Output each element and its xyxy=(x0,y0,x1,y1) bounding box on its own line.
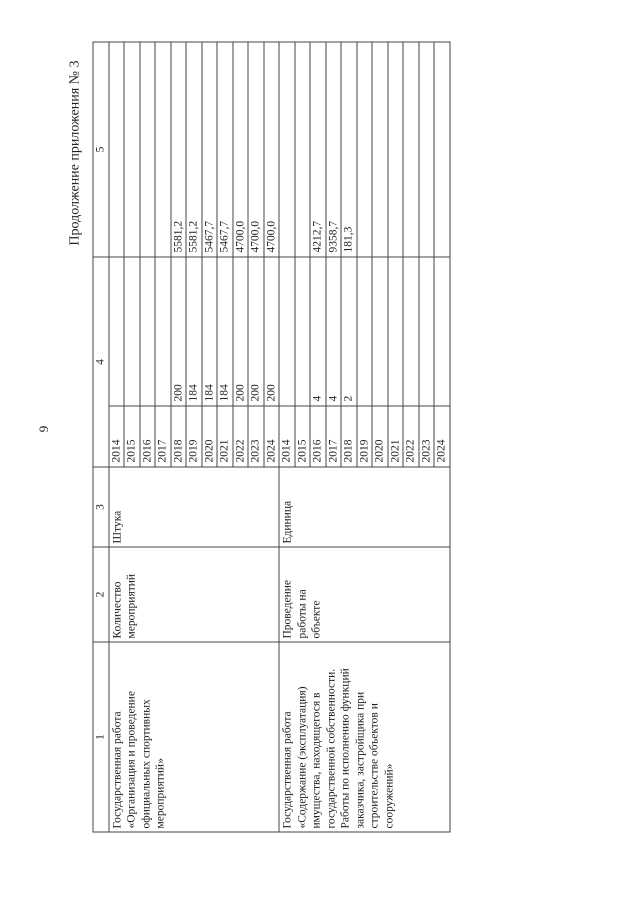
quantity-cell xyxy=(434,346,449,407)
year-cell: 2019 xyxy=(357,406,373,467)
amount-value-cell xyxy=(357,43,373,257)
year-row xyxy=(155,258,171,467)
table-header-row xyxy=(93,42,109,832)
spacer-cell xyxy=(109,258,124,346)
amount-row xyxy=(186,43,202,257)
amount-value-cell: 181,3 xyxy=(341,43,357,257)
spacer-cell xyxy=(310,258,326,346)
page-number: 9 xyxy=(36,425,51,433)
year-cell: 2022 xyxy=(233,406,249,467)
year-quantity-subtable xyxy=(280,258,450,467)
year-row xyxy=(217,258,233,467)
amount-row xyxy=(434,43,449,257)
year-cell: 2020 xyxy=(202,406,218,467)
amount-value-cell: 4700,0 xyxy=(248,43,264,257)
year-row xyxy=(372,258,388,467)
work-name-cell: Государственная работа «Содержание (эксплуатация) имущества, находящегося в государственной собственности. Работы по исполнению функций заказчика, застройщика при строительстве объектов и сооружений» xyxy=(279,642,450,832)
year-row xyxy=(434,258,449,467)
spacer-cell xyxy=(171,258,187,346)
year-row xyxy=(388,258,404,467)
quantity-cell: 4 xyxy=(310,346,326,407)
year-cell: 2017 xyxy=(326,406,342,467)
year-quantity-cell xyxy=(109,257,280,467)
year-row xyxy=(202,258,218,467)
year-row xyxy=(109,258,124,467)
amount-value-cell: 5581,2 xyxy=(186,43,202,257)
amount-row xyxy=(248,43,264,257)
spacer-cell xyxy=(248,258,264,346)
year-row xyxy=(264,258,279,467)
amount-value-cell: 5467,7 xyxy=(217,43,233,257)
year-cell: 2014 xyxy=(109,406,124,467)
spacer-cell xyxy=(357,258,373,346)
amount-row xyxy=(357,43,373,257)
year-cell: 2016 xyxy=(310,406,326,467)
year-cell: 2018 xyxy=(341,406,357,467)
spacer-cell xyxy=(326,258,342,346)
year-cell: 2015 xyxy=(295,406,311,467)
spacer-cell xyxy=(372,258,388,346)
year-cell: 2018 xyxy=(171,406,187,467)
year-cell: 2019 xyxy=(186,406,202,467)
year-cell: 2023 xyxy=(419,406,435,467)
amount-row xyxy=(124,43,140,257)
quantity-cell xyxy=(140,346,156,407)
quantity-cell: 184 xyxy=(217,346,233,407)
year-row xyxy=(357,258,373,467)
amount-value-cell: 4700,0 xyxy=(233,43,249,257)
year-row xyxy=(295,258,311,467)
amount-subtable xyxy=(109,43,279,257)
amount-row xyxy=(295,43,311,257)
amount-value-cell xyxy=(124,43,140,257)
amount-row xyxy=(109,43,124,257)
header-cell: 5 xyxy=(93,42,109,257)
quantity-cell xyxy=(295,346,311,407)
amount-subtable xyxy=(280,43,450,257)
amount-row xyxy=(202,43,218,257)
year-cell: 2021 xyxy=(388,406,404,467)
amount-value-cell xyxy=(140,43,156,257)
amount-row xyxy=(171,43,187,257)
amount-row xyxy=(217,43,233,257)
year-row xyxy=(248,258,264,467)
header-cell: 2 xyxy=(93,547,109,642)
continuation-label: Продолжение приложения № 3 xyxy=(67,60,83,246)
spacer-cell xyxy=(140,258,156,346)
amount-value-cell xyxy=(388,43,404,257)
amount-value-cell: 5581,2 xyxy=(171,43,187,257)
year-cell: 2016 xyxy=(140,406,156,467)
header-cell: 3 xyxy=(93,467,109,547)
quantity-cell: 200 xyxy=(171,346,187,407)
amount-value-cell xyxy=(155,43,171,257)
amount-value-cell xyxy=(295,43,311,257)
year-row xyxy=(124,258,140,467)
quantity-cell: 200 xyxy=(265,384,277,402)
amount-row xyxy=(233,43,249,257)
year-cell: 2020 xyxy=(372,406,388,467)
quantity-cell xyxy=(357,346,373,407)
spacer-cell xyxy=(280,258,295,346)
amount-value-cell: 4700,0 xyxy=(265,220,277,253)
amount-value-cell xyxy=(280,43,295,257)
spacer-cell xyxy=(202,258,218,346)
year-row xyxy=(233,258,249,467)
year-cell: 2015 xyxy=(124,406,140,467)
amount-value-cell: 5467,7 xyxy=(202,43,218,257)
amount-row xyxy=(280,43,295,257)
year-row xyxy=(310,258,326,467)
header-cell: 4 xyxy=(93,257,109,467)
year-row xyxy=(140,258,156,467)
unit-cell: Единица xyxy=(279,467,450,547)
year-cell: 2023 xyxy=(248,406,264,467)
spacer-cell xyxy=(217,258,233,346)
amount-cell xyxy=(279,42,450,257)
quantity-cell xyxy=(388,346,404,407)
quantity-cell xyxy=(419,346,435,407)
quantity-cell: 4 xyxy=(326,346,342,407)
spacer-cell xyxy=(419,258,435,346)
spacer-cell xyxy=(155,258,171,346)
amount-cell xyxy=(109,42,280,257)
spacer-cell xyxy=(295,258,311,346)
spacer-cell xyxy=(124,258,140,346)
quantity-cell: 184 xyxy=(202,346,218,407)
year-row xyxy=(403,258,419,467)
year-quantity-subtable xyxy=(109,258,279,467)
spacer-cell xyxy=(434,258,449,346)
quantity-cell: 200 xyxy=(248,346,264,407)
header-cell: 1 xyxy=(93,642,109,832)
year-row xyxy=(419,258,435,467)
spacer-cell xyxy=(186,258,202,346)
year-row xyxy=(280,258,295,467)
year-cell: 2024 xyxy=(264,406,279,467)
quantity-cell: 184 xyxy=(186,346,202,407)
spacer-cell xyxy=(403,258,419,346)
year-cell: 2022 xyxy=(403,406,419,467)
year-row xyxy=(186,258,202,467)
year-cell: 2024 xyxy=(434,406,449,467)
amount-value-cell xyxy=(372,43,388,257)
quantity-cell xyxy=(124,346,140,407)
quantity-cell xyxy=(155,346,171,407)
work-name-cell: Государственная работа «Организация и проведение официальных спортивных мероприятий» xyxy=(109,642,280,832)
quantity-cell xyxy=(403,346,419,407)
amount-value-cell xyxy=(434,43,449,257)
indicator-cell: Количество мероприятий xyxy=(109,547,280,642)
rotated-page-content xyxy=(68,43,573,833)
spacer-cell xyxy=(388,258,404,346)
appendix-table xyxy=(93,42,451,833)
amount-value-cell: 4212,7 xyxy=(310,43,326,257)
spacer-cell xyxy=(233,258,249,346)
amount-value-cell xyxy=(419,43,435,257)
amount-row xyxy=(388,43,404,257)
year-row xyxy=(341,258,357,467)
quantity-cell: 200 xyxy=(233,346,249,407)
table-row xyxy=(109,42,280,832)
amount-row xyxy=(310,43,326,257)
amount-row xyxy=(155,43,171,257)
indicator-cell: Проведение работы на объекте xyxy=(279,547,450,642)
quantity-cell: 2 xyxy=(341,346,357,407)
year-quantity-cell xyxy=(279,257,450,467)
amount-value-cell xyxy=(109,43,124,257)
year-cell: 2017 xyxy=(155,406,171,467)
spacer-cell xyxy=(341,258,357,346)
amount-row xyxy=(326,43,342,257)
amount-row xyxy=(403,43,419,257)
spacer-cell xyxy=(264,258,279,346)
year-cell: 2021 xyxy=(217,406,233,467)
amount-value-cell xyxy=(403,43,419,257)
year-row xyxy=(326,258,342,467)
unit-cell: Штука xyxy=(109,467,280,547)
quantity-cell xyxy=(372,346,388,407)
amount-row xyxy=(419,43,435,257)
amount-row xyxy=(140,43,156,257)
table-row xyxy=(279,42,450,832)
quantity-cell xyxy=(109,346,124,407)
amount-value-cell: 9358,7 xyxy=(326,43,342,257)
quantity-cell xyxy=(280,346,295,407)
amount-row xyxy=(372,43,388,257)
amount-row xyxy=(264,43,279,257)
amount-row xyxy=(341,43,357,257)
year-row xyxy=(171,258,187,467)
year-cell: 2014 xyxy=(280,406,295,467)
